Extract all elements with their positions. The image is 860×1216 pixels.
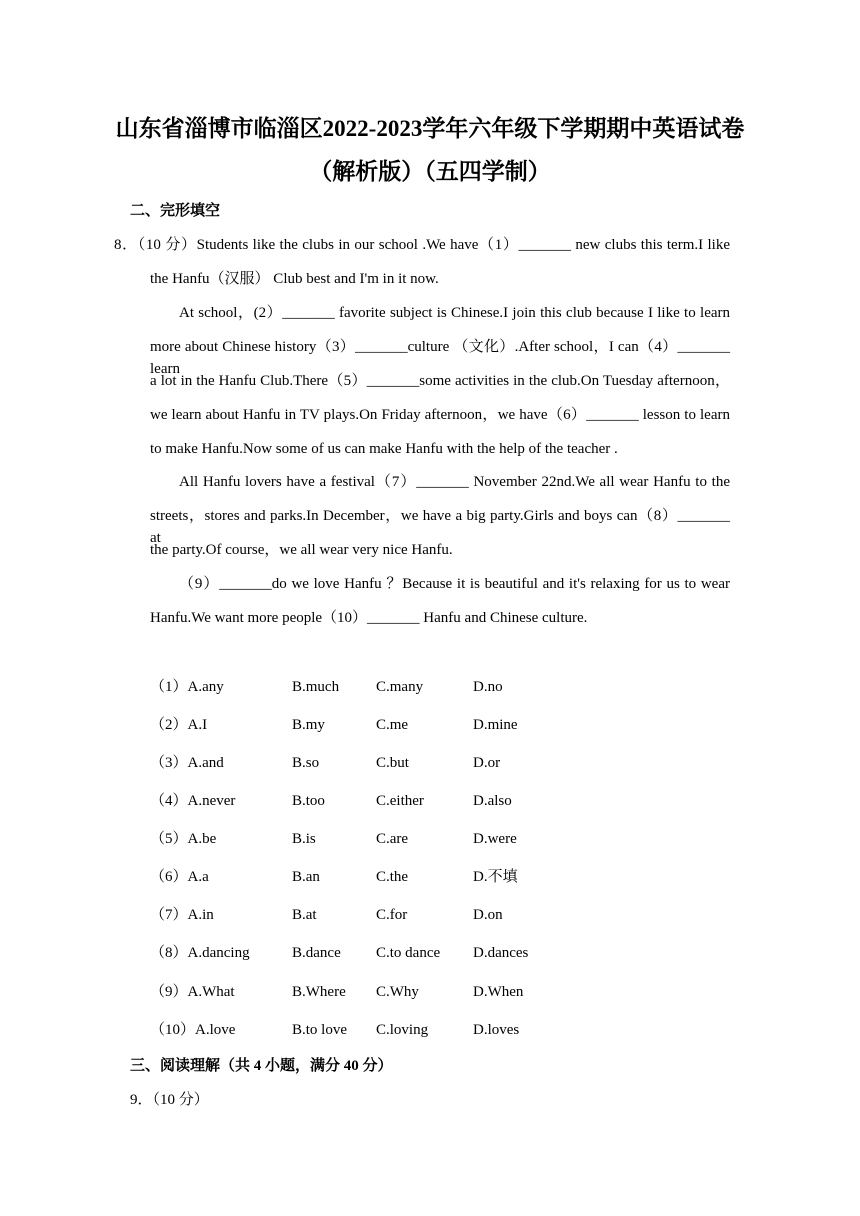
option-a: （2）A.I	[150, 717, 208, 733]
document-title-line-2: （解析版）（五四学制）	[309, 159, 551, 184]
passage-line: more about Chinese history（3）_______culture （文化）.After school，I can（4）_______ learn	[150, 339, 730, 377]
option-b: B.Where	[292, 984, 346, 1000]
option-a: （7）A.in	[150, 907, 214, 923]
option-b: B.dance	[292, 945, 341, 961]
option-d: D.loves	[473, 1022, 520, 1038]
option-c: C.are	[376, 831, 409, 847]
option-a: （3）A.and	[150, 755, 224, 771]
option-row-6	[150, 866, 710, 888]
option-a: （8）A.dancing	[150, 945, 250, 961]
option-c: C.but	[376, 755, 409, 771]
option-a: （5）A.be	[150, 831, 217, 847]
option-d: D.不填	[473, 869, 518, 885]
question-9-label: 9．（10 分）	[130, 1092, 209, 1108]
option-d: D.also	[473, 793, 512, 809]
passage-line: we learn about Hanfu in TV plays.On Friday afternoon，we have（6）_______ lesson to learn	[150, 407, 730, 423]
passage-line: All Hanfu lovers have a festival（7）_______ November 22nd.We all wear Hanfu to the	[179, 474, 730, 490]
option-b: B.an	[292, 869, 320, 885]
option-a: （9）A.What	[150, 984, 235, 1000]
option-d: D.When	[473, 984, 524, 1000]
option-row-9	[150, 981, 710, 1003]
section-heading-reading: 三、阅读理解（共 4 小题，满分 40 分）	[130, 1058, 393, 1074]
option-d: D.were	[473, 831, 517, 847]
option-row-10	[150, 1019, 710, 1041]
passage-line: 8．（10 分）Students like the clubs in our school .We have（1）_______ new clubs this term.I like	[114, 237, 730, 253]
option-row-4	[150, 790, 710, 812]
option-b: B.to love	[292, 1022, 347, 1038]
option-row-2	[150, 714, 710, 736]
option-b: B.is	[292, 831, 316, 847]
option-b: B.too	[292, 793, 325, 809]
option-a: （4）A.never	[150, 793, 236, 809]
option-c: C.loving	[376, 1022, 429, 1038]
passage-line: to make Hanfu.Now some of us can make Hanfu with the help of the teacher .	[150, 441, 618, 457]
option-row-8	[150, 942, 710, 964]
option-c: C.Why	[376, 984, 419, 1000]
option-d: D.or	[473, 755, 501, 771]
option-d: D.mine	[473, 717, 518, 733]
option-c: C.the	[376, 869, 409, 885]
option-row-5	[150, 828, 710, 850]
option-b: B.my	[292, 717, 325, 733]
option-a: （10）A.love	[150, 1022, 236, 1038]
option-a: （6）A.a	[150, 869, 209, 885]
section-heading-cloze: 二、完形填空	[130, 203, 221, 219]
passage-line: the Hanfu（汉服） Club best and I'm in it now.	[150, 271, 439, 287]
passage-line: the party.Of course，we all wear very nice Hanfu.	[150, 542, 453, 558]
document-title-line-1: 山东省淄博市临淄区2022-2023学年六年级下学期期中英语试卷	[115, 116, 745, 141]
option-b: B.at	[292, 907, 317, 923]
passage-line: At school，(2）_______ favorite subject is Chinese.I join this club because I like to learn	[179, 305, 730, 321]
passage-line: Hanfu.We want more people（10）_______ Hanfu and Chinese culture.	[150, 610, 588, 626]
option-row-3	[150, 752, 710, 774]
option-c: C.me	[376, 717, 409, 733]
option-b: B.so	[292, 755, 320, 771]
option-c: C.for	[376, 907, 408, 923]
passage-line: streets，stores and parks.In December，we have a big party.Girls and boys can（8）_______ at	[150, 508, 730, 546]
option-row-1	[150, 676, 710, 698]
option-c: C.many	[376, 679, 424, 695]
option-d: D.dances	[473, 945, 529, 961]
option-c: C.either	[376, 793, 424, 809]
option-row-7	[150, 904, 710, 926]
option-a: （1）A.any	[150, 679, 224, 695]
passage-line: a lot in the Hanfu Club.There（5）_______some activities in the club.On Tuesday afternoon，	[150, 373, 730, 389]
option-c: C.to dance	[376, 945, 441, 961]
option-d: D.on	[473, 907, 503, 923]
option-d: D.no	[473, 679, 503, 695]
option-b: B.much	[292, 679, 340, 695]
passage-line: （9）_______do we love Hanfu ？Because it is beautiful and it's relaxing for us to wear	[179, 576, 730, 592]
